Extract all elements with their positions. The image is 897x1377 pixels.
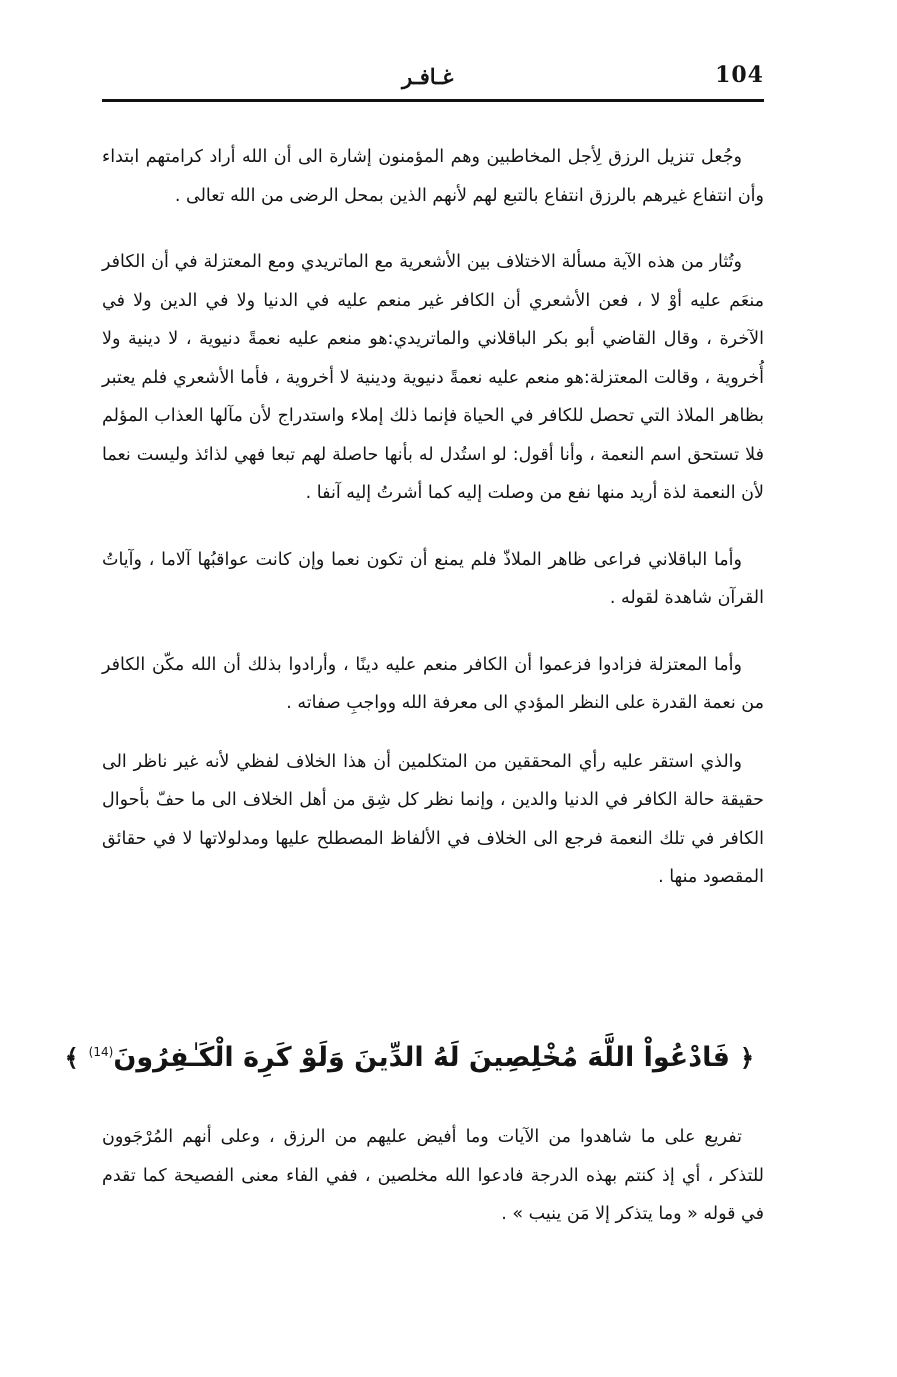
page-header — [102, 58, 764, 98]
paragraph-5: والذي استقر عليه رأي المحققين من المتكلمين أن هذا الخلاف لفظي لأنه غير ناظر الى حقيقة حالة الكافر في الدنيا والدين ، وإنما نظر كل شِق من أهل الخلاف الى ما حفّ بأحوال الكافر في تلك النعمة فرجع الى الخلاف في الألفاظ المصطلح عليها ومدلولاتها لا في حقائق المقصود منها . — [102, 751, 764, 887]
paragraph-2: وتُثار من هذه الآية مسألة الاختلاف بين الأشعرية مع الماتريدي ومع المعتزلة في أن الكافر منعَم عليه أوْ لا ، فعن الأشعري أن الكافر غير منعم عليه في الدنيا ولا في الدين ولا في الآخرة ، وقال القاضي أبو بكر الباقلاني والماتريدي:هو منعم عليه نعمةً دنيوية ، لا دينية ولا أُخروية ، وقالت المعتزلة:هو منعم عليه نعمةً دنيوية ودينية لا أخروية ، فأما الأشعري فلم يعتبر بظاهر الملاذ التي تحصل للكافر في الحياة فإنما ذلك إملاء واستدراج لأن مآلها العذاب المؤلم فلا تستحق اسم النعمة ، وأنا أقول: لو استُدل له بأنها حاصلة لهم تبعا فهي لذائذ وليست نعما لأن النعمة لذة أريد منها نفع من وصلت إليه كما أشرتُ إليه آنفا . — [102, 252, 764, 503]
verse-close-bracket: ﴾ — [64, 1044, 79, 1072]
quran-verse — [64, 1022, 764, 1088]
page-number: 104 — [715, 62, 764, 88]
body-text — [102, 138, 764, 925]
verse-footnote-marker: (14) — [88, 1045, 114, 1059]
paragraph-3: وأما الباقلاني فراعى ظاهر الملاذّ فلم يمنع أن تكون نعما وإن كانت عواقبُها آلاما ، وآياتُ القرآن شاهدة لقوله . — [102, 549, 764, 608]
verse-text: فَادْعُواْ اللَّهَ مُخْلِصِينَ لَهُ الدِّينَ وَلَوْ كَرِهَ الْكَـٰفِرُونَ — [113, 1042, 730, 1073]
commentary-text — [102, 1118, 764, 1262]
verse-open-bracket: ﴿ — [739, 1044, 754, 1072]
paragraph-final: تفريع على ما شاهدوا من الآيات وما أفيض عليهم من الرزق ، وعلى أنهم المُرْجَوون للتذكر ، أي إذ كنتم بهذه الدرجة فادعوا الله مخلصين ، ففي الفاء معنى الفصيحة كما تقدم في قوله « وما يتذكر إلا مَن ينيب » . — [102, 1127, 764, 1224]
header-rule — [102, 99, 764, 102]
paragraph-4: وأما المعتزلة فزادوا فزعموا أن الكافر منعم عليه دينًا ، وأرادوا بذلك أن الله مكّن الكافر من نعمة القدرة على النظر المؤدي الى معرفة الله وواجبِ صفاته . — [102, 654, 764, 713]
running-title: غـافـر — [402, 64, 454, 89]
paragraph-1: وجُعل تنزيل الرزق لِأجل المخاطبين وهم المؤمنون إشارة الى أن الله أراد كرامتهم ابتداء وأن انتفاع غيرهم بالرزق انتفاع بالتبع لهم لأنهم الذين بمحل الرضى من الله تعالى . — [102, 147, 764, 206]
